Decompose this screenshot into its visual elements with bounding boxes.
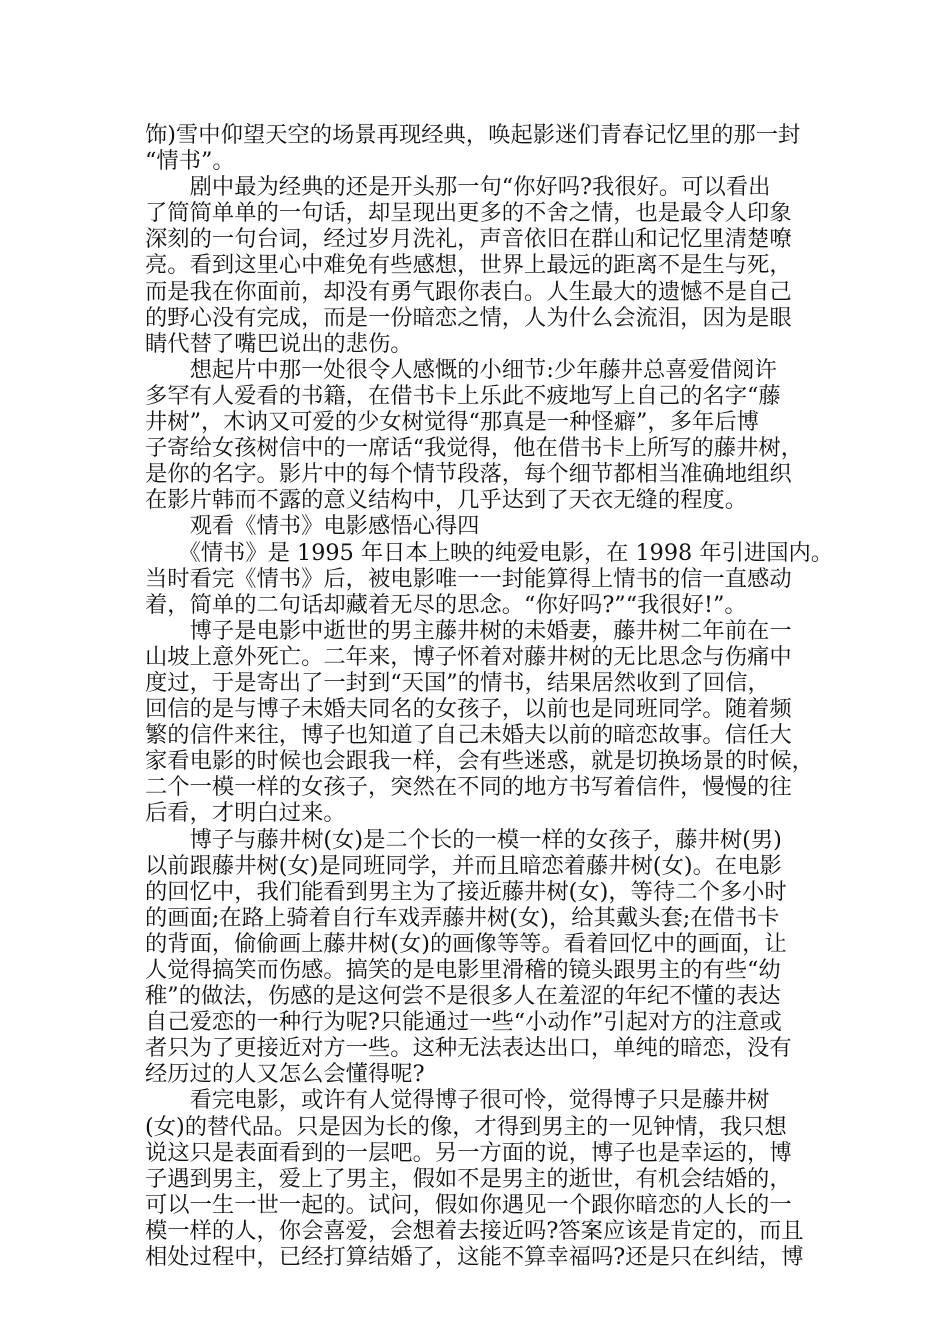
text-line: 山坡上意外死亡。二年来，博子怀着对藤井树的无比思念与伤痛中	[145, 643, 792, 670]
text-line: 的背面，偷偷画上藤井树(女)的画像等等。看着回忆中的画面，让	[145, 930, 787, 957]
text-line: 回信的是与博子未婚夫同名的女孩子，以前也是同班同学。随着频	[145, 696, 792, 723]
text-line: 亮。看到这里心中难免有些感想，世界上最远的距离不是生与死，	[145, 252, 792, 279]
text-line: 想起片中那一处很令人感慨的小细节:少年藤井总喜爱借阅许	[145, 356, 777, 383]
text-line: 人觉得搞笑而伤感。搞笑的是电影里滑稽的镜头跟男主的有些“幼	[145, 957, 781, 983]
text-line: 了简简单单的一句话，却呈现出更多的不舍之情，也是最令人印象	[145, 200, 792, 227]
text-line: 的画面;在路上骑着自行车戏弄藤井树(女)，给其戴头套;在借书卡	[145, 904, 780, 931]
text-line: 说这只是表面看到的一层吧。另一方面的说，博子也是幸运的，博	[145, 1139, 792, 1166]
text-line: 可以一生一世一起的。试问，假如你遇见一个跟你暗恋的人长的一	[145, 1191, 792, 1218]
text-line: 度过，于是寄出了一封到“天国”的情书，结果居然收到了回信，	[145, 669, 770, 696]
text-line: 相处过程中，已经打算结婚了，这能不算幸福吗?还是只在纠结，博	[145, 1244, 804, 1271]
text-line: 二个一模一样的女孩子，突然在不同的地方书写着信件，慢慢的往	[145, 774, 792, 801]
text-line: (女)的替代品。只是因为长的像，才得到男主的一见钟情，我只想	[145, 1113, 787, 1140]
text-line: 以前跟藤井树(女)是同班同学，并而且暗恋着藤井树(女)。在电影	[145, 852, 782, 879]
text-line: 自己爱恋的一种行为呢?只能通过一些“小动作”引起对方的注意或	[145, 1009, 782, 1036]
text-line: 观看《情书》电影感悟心得四	[145, 513, 480, 540]
text-line: 博子是电影中逝世的男主藤井树的未婚妻，藤井树二年前在一	[145, 617, 792, 644]
text-line: 的野心没有完成，而是一份暗恋之情，人为什么会流泪，因为是眼	[145, 304, 792, 331]
text-line: 者只为了更接近对方一些。这种无法表达出口，单纯的暗恋，没有	[145, 1035, 792, 1062]
text-line: 模一样的人，你会喜爱，会想着去接近吗?答案应该是肯定的，而且	[145, 1217, 804, 1244]
text-line: 的回忆中，我们能看到男主为了接近藤井树(女)，等待二个多小时	[145, 878, 787, 905]
text-line: 家看电影的时候也会跟我一样，会有些迷惑，就是切换场景的时候，	[145, 748, 814, 775]
text-line: 当时看完《情书》后，被电影唯一一封能算得上情书的信一直感动	[145, 565, 792, 592]
text-line: 看完电影，或许有人觉得博子很可怜，觉得博子只是藤井树	[145, 1087, 770, 1114]
text-line: 经历过的人又怎么会懂得呢?	[145, 1061, 425, 1088]
text-line: 子遇到男主，爱上了男主，假如不是男主的逝世，有机会结婚的，	[145, 1165, 792, 1192]
text-line: 后看，才明白过来。	[145, 800, 346, 827]
text-line: 剧中最为经典的还是开头那一句“你好吗?我很好。可以看出	[145, 174, 771, 201]
text-line: 《情书》是 1995 年日本上映的纯爱电影，在 1998 年引进国内。	[145, 539, 834, 566]
text-line: 繁的信件来往，博子也知道了自己未婚夫以前的暗恋故事。信任大	[145, 722, 792, 749]
text-line: 饰)雪中仰望天空的场景再现经典，唤起影迷们青春记忆里的那一封	[145, 122, 801, 148]
document-body	[145, 122, 834, 1271]
text-line: 是你的名字。影片中的每个情节段落，每个细节都相当准确地组织	[145, 461, 792, 488]
text-line: 在影片韩而不露的意义结构中，几乎达到了天衣无缝的程度。	[145, 487, 748, 514]
text-line: 睛代替了嘴巴说出的悲伤。	[145, 330, 413, 357]
text-line: 深刻的一句台词，经过岁月洗礼，声音依旧在群山和记忆里清楚嘹	[145, 226, 792, 253]
text-line: 子寄给女孩树信中的一席话“我觉得，他在借书卡上所写的藤井树，	[145, 435, 804, 462]
text-line: 着，简单的二句话却藏着无尽的思念。“你好吗?”“我很好!”。	[145, 591, 747, 618]
text-line: 博子与藤井树(女)是二个长的一模一样的女孩子，藤井树(男)	[145, 826, 782, 853]
text-line: 而是我在你面前，却没有勇气跟你表白。人生最大的遗憾不是自己	[145, 278, 792, 305]
text-line: 稚”的做法，伤感的是这何尝不是很多人在羞涩的年纪不懂的表达	[145, 983, 781, 1010]
text-line: “情书”。	[145, 148, 235, 175]
text-line: 井树”，木讷又可爱的少女树觉得“那真是一种怪癖”，多年后博	[145, 409, 759, 436]
text-line: 多罕有人爱看的书籍，在借书卡上乐此不疲地写上自己的名字“藤	[145, 382, 781, 409]
